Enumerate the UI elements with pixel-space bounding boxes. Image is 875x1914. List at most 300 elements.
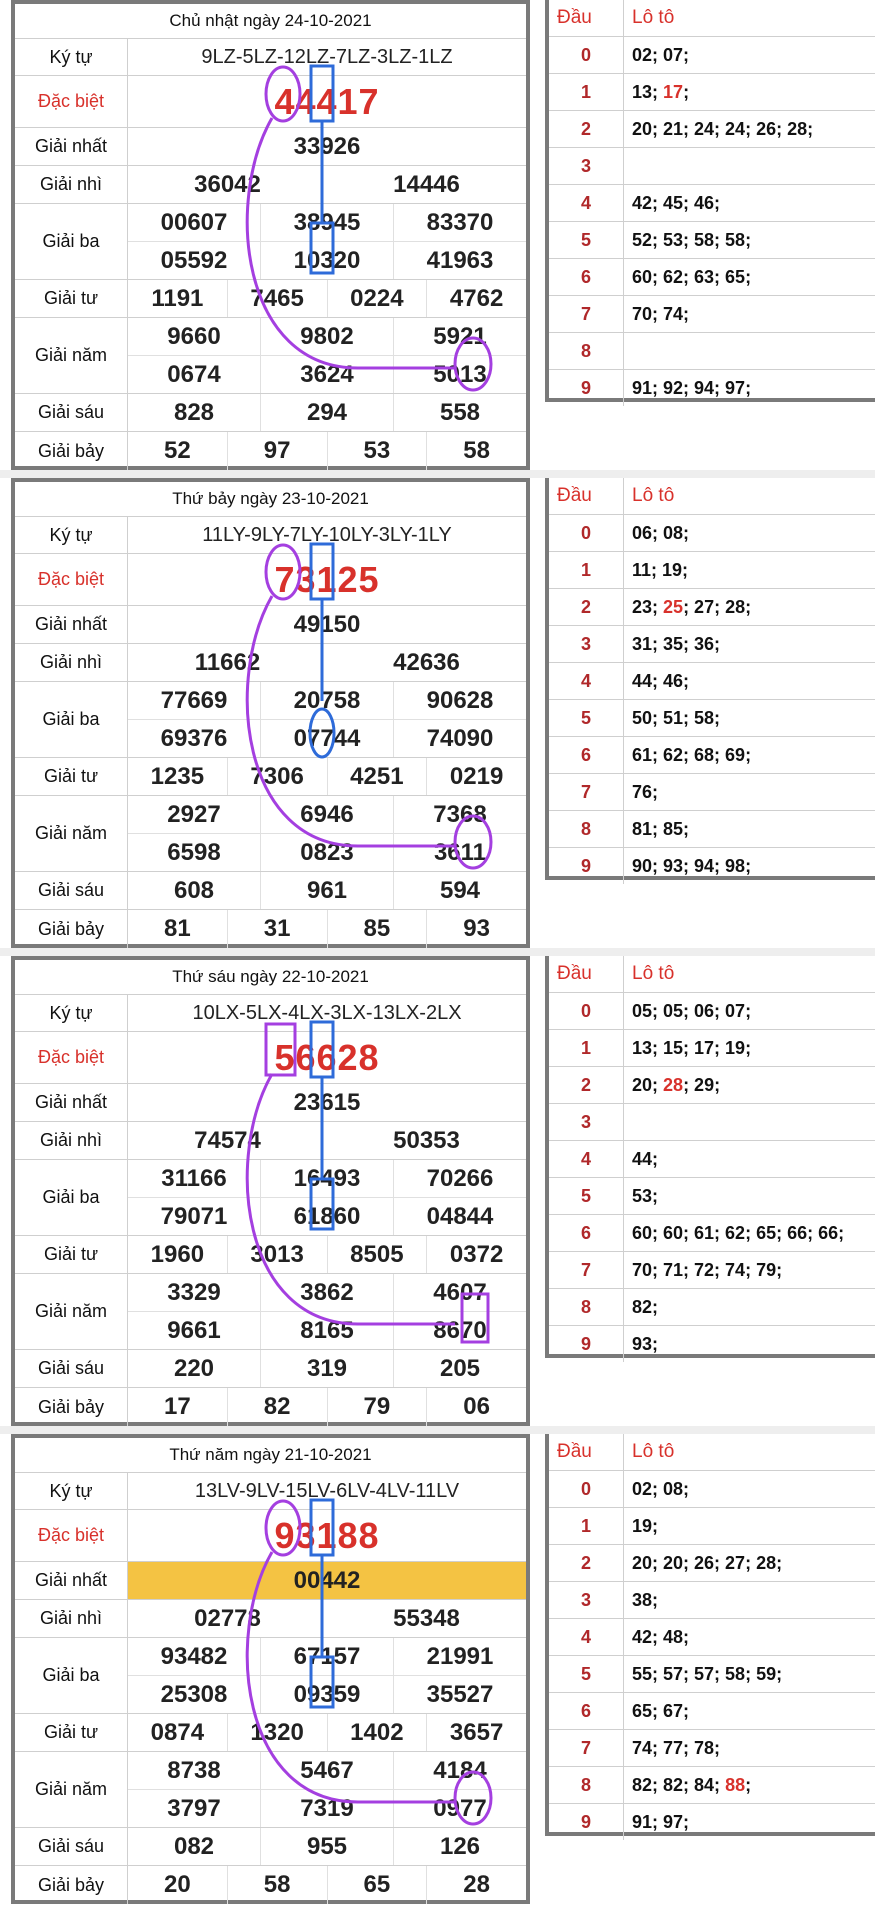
giai-sau-cells: [128, 1828, 526, 1865]
giai-nhi-cells: [128, 166, 526, 203]
loto-text: 20; 21; 24; 24; 26; 28;: [632, 119, 814, 139]
loto-values: [623, 1104, 875, 1140]
loto-row: [549, 1619, 875, 1656]
loto-row: [549, 148, 875, 185]
loto-row: [549, 774, 875, 811]
sixth-prize-number: 955: [260, 1828, 393, 1865]
seventh-prize-number: 79: [327, 1388, 427, 1426]
loto-values: [623, 1730, 875, 1766]
dau-digit: 6: [580, 267, 591, 287]
results-table: [11, 1434, 530, 1904]
fourth-prize-number: 1320: [227, 1714, 327, 1751]
first-prize-number: 33926: [293, 132, 361, 160]
fifth-prize-number: 3329: [167, 1278, 221, 1306]
giai-ba-cells: [128, 682, 526, 757]
ky-tu-value: 11LY-9LY-7LY-10LY-3LY-1LY: [202, 523, 452, 546]
loto-values: [623, 1067, 875, 1103]
seventh-prize-number: 20: [164, 1871, 191, 1898]
loto-row: [549, 1067, 875, 1104]
seventh-prize-number-line: [128, 910, 526, 948]
giai-sau-row: [15, 394, 526, 432]
dau-digit: 0: [580, 523, 591, 543]
loto-header: [549, 1434, 875, 1471]
loto-row: [549, 737, 875, 774]
loto-text: 02; 08;: [632, 1479, 690, 1499]
loto-text: 65; 67;: [632, 1701, 690, 1721]
seventh-prize-number: 58: [227, 1866, 327, 1904]
loto-highlight: 17: [663, 82, 684, 102]
dau-digit: 9: [580, 1812, 591, 1832]
giai-tu-row: [15, 280, 526, 318]
loto-values: [623, 848, 875, 884]
section-separator: [0, 948, 875, 956]
giai-ba-row: [15, 1160, 526, 1236]
fifth-prize-number: 5921: [393, 318, 526, 355]
loto-text: 53;: [632, 1186, 659, 1206]
dac-biet-cells: [128, 1510, 526, 1561]
loto-text: ;: [683, 82, 690, 102]
fifth-prize-number: 8165: [260, 1312, 393, 1349]
dau-digit: 2: [580, 597, 591, 617]
loto-row: [549, 1471, 875, 1508]
third-prize-number: 67157: [260, 1638, 393, 1675]
giai-sau-cells: [128, 872, 526, 909]
loto-text: 44; 46;: [632, 671, 690, 691]
fifth-prize-number: 5467: [260, 1752, 393, 1789]
seventh-prize-number: 53: [327, 432, 427, 470]
fifth-prize-number: 9661: [167, 1316, 221, 1344]
loto-values: [623, 1471, 875, 1507]
sixth-prize-number: 126: [393, 1828, 526, 1865]
giai-sau-row: [15, 1350, 526, 1388]
giai-nam-row: [15, 796, 526, 872]
dac-biet-row: [15, 1032, 526, 1084]
dau-digit: 1: [580, 1038, 591, 1058]
loto-row: [549, 589, 875, 626]
loto-values: [623, 1030, 875, 1066]
ky-tu-row: [15, 39, 526, 76]
dau-digit: 5: [580, 1186, 591, 1206]
giai-tu-row: [15, 1714, 526, 1752]
loto-text: 50; 51; 58;: [632, 708, 721, 728]
third-prize-number: 00607: [160, 208, 228, 236]
loto-values: [623, 1693, 875, 1729]
sixth-prize-number: 594: [393, 872, 526, 909]
sixth-prize-number: 220: [173, 1354, 215, 1382]
giai-nam-cells: [128, 1274, 526, 1349]
third-prize-number: 16493: [260, 1160, 393, 1197]
section-separator: [0, 470, 875, 478]
dau-digit: 9: [580, 378, 591, 398]
loto-text: 81; 85;: [632, 819, 690, 839]
loto-text: 70; 74;: [632, 304, 690, 324]
loto-row: [549, 552, 875, 589]
dau-digit: 1: [580, 560, 591, 580]
fifth-prize-number-line: [128, 796, 526, 833]
second-prize-number: 50353: [393, 1126, 460, 1154]
draw-block: [0, 0, 875, 478]
dac-biet-cells: [128, 1032, 526, 1083]
giai-ba-row: [15, 1638, 526, 1714]
dau-digit: 3: [580, 1112, 591, 1132]
dau-digit: 6: [580, 1701, 591, 1721]
third-prize-number: 09359: [260, 1676, 393, 1713]
fifth-prize-number: 0977: [393, 1790, 526, 1827]
dau-digit: 3: [580, 156, 591, 176]
dau-digit: 8: [580, 1297, 591, 1317]
ky-tu-cells: [128, 517, 526, 553]
second-prize-number: 14446: [393, 170, 460, 198]
loto-row: [549, 370, 875, 406]
giai-nhi-label: Giải nhì: [15, 166, 128, 203]
fifth-prize-number-line: [128, 833, 526, 871]
loto-values: [623, 296, 875, 332]
loto-text: 20;: [632, 1075, 664, 1095]
fourth-prize-number: 0224: [327, 280, 427, 317]
third-prize-number: 07744: [260, 720, 393, 757]
loto-values: [623, 222, 875, 258]
giai-tu-cells: [128, 758, 526, 795]
loto-values: [623, 700, 875, 736]
loto-values: [623, 663, 875, 699]
loto-values: [623, 774, 875, 810]
loto-values: [623, 74, 875, 110]
ky-tu-cells: [128, 995, 526, 1031]
dau-header: Đầu: [557, 7, 592, 28]
third-prize-number: 10320: [260, 242, 393, 279]
third-prize-number-line: [128, 1160, 526, 1197]
giai-sau-label: Giải sáu: [15, 1828, 128, 1865]
seventh-prize-number: 97: [227, 432, 327, 470]
fifth-prize-number: 4607: [393, 1274, 526, 1311]
loto-values: [623, 185, 875, 221]
second-prize-number: 74574: [194, 1126, 261, 1154]
loto-row: [549, 515, 875, 552]
giai-ba-label: Giải ba: [15, 682, 128, 757]
third-prize-number-line: [128, 1197, 526, 1235]
giai-nhi-label: Giải nhì: [15, 1600, 128, 1637]
ky-tu-label: Ký tự: [15, 995, 128, 1031]
loto-row: [549, 1289, 875, 1326]
giai-sau-label: Giải sáu: [15, 394, 128, 431]
special-prize-number-line: [128, 1032, 526, 1083]
giai-ba-row: [15, 204, 526, 280]
second-prize-number-line: [128, 644, 526, 681]
giai-ba-label: Giải ba: [15, 204, 128, 279]
loto-text: 13;: [632, 82, 664, 102]
loto-header: [549, 956, 875, 993]
giai-nhi-row: [15, 1600, 526, 1638]
loto-text: 55; 57; 57; 58; 59;: [632, 1664, 783, 1684]
giai-nhi-row: [15, 166, 526, 204]
first-prize-number-line: [128, 606, 526, 643]
dau-digit: 4: [580, 1627, 591, 1647]
seventh-prize-number: 85: [327, 910, 427, 948]
loto-text: 02; 07;: [632, 45, 690, 65]
third-prize-number-line: [128, 719, 526, 757]
results-table: [11, 956, 530, 1426]
loto-row: [549, 700, 875, 737]
loto-values: [623, 1656, 875, 1692]
ky-tu-value: 13LV-9LV-15LV-6LV-4LV-11LV: [194, 1479, 460, 1502]
giai-tu-label: Giải tư: [15, 1236, 128, 1273]
dau-digit: 6: [580, 1223, 591, 1243]
seventh-prize-number-line: [128, 1388, 526, 1426]
loto-row: [549, 663, 875, 700]
giai-nhat-row: [15, 1084, 526, 1122]
loto-values: [623, 515, 875, 551]
draw-block: [0, 1434, 875, 1912]
third-prize-number-line: [128, 1675, 526, 1713]
dau-digit: 8: [580, 819, 591, 839]
giai-tu-label: Giải tư: [15, 1714, 128, 1751]
dau-digit: 8: [580, 1775, 591, 1795]
loto-text: 82;: [632, 1297, 659, 1317]
giai-bay-cells: [128, 1388, 526, 1426]
loto-values: [623, 1326, 875, 1362]
second-prize-number-line: [128, 1600, 526, 1637]
loto-header: [549, 478, 875, 515]
special-prize-number-line: [128, 554, 526, 605]
giai-sau-label: Giải sáu: [15, 1350, 128, 1387]
dau-digit: 7: [580, 1260, 591, 1280]
loto-text: 90; 93; 94; 98;: [632, 856, 752, 876]
dac-biet-label: Đặc biệt: [15, 1510, 128, 1561]
dau-digit: 5: [580, 1664, 591, 1684]
ky-tu-cells: [128, 1473, 526, 1509]
giai-nam-label: Giải năm: [15, 318, 128, 393]
fifth-prize-number: 8738: [167, 1756, 221, 1784]
giai-sau-cells: [128, 394, 526, 431]
loto-row: [549, 1730, 875, 1767]
loto-row: [549, 1215, 875, 1252]
section-separator: [0, 1426, 875, 1434]
dau-digit: 4: [580, 671, 591, 691]
sixth-prize-number: 082: [173, 1832, 215, 1860]
seventh-prize-number: 82: [227, 1388, 327, 1426]
dac-biet-row: [15, 76, 526, 128]
sixth-prize-number: 558: [393, 394, 526, 431]
third-prize-number: 83370: [393, 204, 526, 241]
giai-nam-row: [15, 318, 526, 394]
giai-nhat-cells: [128, 606, 526, 643]
fourth-prize-number: 4762: [426, 280, 526, 317]
first-prize-number: 49150: [293, 610, 361, 638]
fifth-prize-number: 4184: [393, 1752, 526, 1789]
loto-text: 06; 08;: [632, 523, 690, 543]
giai-sau-label: Giải sáu: [15, 872, 128, 909]
dau-digit: 5: [580, 708, 591, 728]
loto-text: 76;: [632, 782, 659, 802]
sixth-prize-number: 319: [260, 1350, 393, 1387]
loto-row: [549, 74, 875, 111]
giai-tu-cells: [128, 1236, 526, 1273]
ky-tu-label: Ký tự: [15, 39, 128, 75]
seventh-prize-number-line: [128, 432, 526, 470]
third-prize-number: 79071: [160, 1202, 228, 1230]
fifth-prize-number: 6598: [167, 838, 221, 866]
dau-header: Đầu: [557, 485, 592, 506]
loto-row: [549, 37, 875, 74]
loto-text: 52; 53; 58; 58;: [632, 230, 752, 250]
loto-row: [549, 1804, 875, 1840]
third-prize-number: 25308: [160, 1680, 228, 1708]
ky-tu-value-line: [128, 1473, 526, 1509]
special-prize-number: 56628: [274, 1036, 380, 1078]
loto-row: [549, 1582, 875, 1619]
loto-values: [623, 1767, 875, 1803]
dau-digit: 4: [580, 1149, 591, 1169]
giai-bay-cells: [128, 1866, 526, 1904]
third-prize-number-line: [128, 1638, 526, 1675]
dau-digit: 7: [580, 1738, 591, 1758]
loto-text: ; 29;: [683, 1075, 721, 1095]
loto-text: 20; 20; 26; 27; 28;: [632, 1553, 783, 1573]
loto-text: 13; 15; 17; 19;: [632, 1038, 752, 1058]
third-prize-number-line: [128, 241, 526, 279]
third-prize-number: 41963: [393, 242, 526, 279]
dau-digit: 0: [580, 45, 591, 65]
loto-text: 74; 77; 78;: [632, 1738, 721, 1758]
results-table: [11, 478, 530, 948]
ky-tu-label: Ký tự: [15, 517, 128, 553]
dau-digit: 0: [580, 1479, 591, 1499]
giai-tu-cells: [128, 1714, 526, 1751]
fourth-prize-number-line: [128, 1714, 526, 1751]
loto-values: [623, 259, 875, 295]
loto-row: [549, 1141, 875, 1178]
dau-digit: 2: [580, 1553, 591, 1573]
fourth-prize-number: 0372: [426, 1236, 526, 1273]
first-prize-number-line: [128, 128, 526, 165]
draw-date-title: Thứ sáu ngày 22-10-2021: [15, 960, 526, 995]
special-prize-number-line: [128, 1510, 526, 1561]
giai-nhat-label: Giải nhất: [15, 1084, 128, 1121]
giai-ba-cells: [128, 1638, 526, 1713]
fourth-prize-number-line: [128, 758, 526, 795]
fourth-prize-number: 3657: [426, 1714, 526, 1751]
dau-digit: 5: [580, 230, 591, 250]
loto-values: [623, 370, 875, 406]
loto-header: [549, 0, 875, 37]
sixth-prize-number-line: [128, 1350, 526, 1387]
dac-biet-row: [15, 554, 526, 606]
loto-highlight: 28: [663, 1075, 684, 1095]
fourth-prize-number: 1960: [150, 1240, 205, 1268]
third-prize-number-line: [128, 682, 526, 719]
second-prize-number: 02778: [194, 1604, 261, 1632]
loto-text: 42; 45; 46;: [632, 193, 721, 213]
seventh-prize-number: 06: [426, 1388, 526, 1426]
giai-nam-cells: [128, 796, 526, 871]
fourth-prize-number: 4251: [327, 758, 427, 795]
giai-tu-cells: [128, 280, 526, 317]
giai-nhat-cells: [128, 1562, 526, 1599]
loto-header-label: Lô tô: [623, 1434, 875, 1470]
loto-text: 60; 62; 63; 65;: [632, 267, 752, 287]
dau-digit: 1: [580, 1516, 591, 1536]
dau-digit: 6: [580, 745, 591, 765]
first-prize-number: 00442: [293, 1566, 361, 1594]
loto-values: [623, 589, 875, 625]
giai-nam-label: Giải năm: [15, 1752, 128, 1827]
giai-nhat-row: [15, 128, 526, 166]
seventh-prize-number: 28: [426, 1866, 526, 1904]
third-prize-number: 61860: [260, 1198, 393, 1235]
loto-values: [623, 37, 875, 73]
sixth-prize-number: 828: [173, 398, 215, 426]
loto-row: [549, 993, 875, 1030]
loto-table: [545, 478, 875, 880]
sixth-prize-number-line: [128, 394, 526, 431]
loto-values: [623, 1508, 875, 1544]
third-prize-number: 90628: [393, 682, 526, 719]
giai-nhi-cells: [128, 1600, 526, 1637]
third-prize-number: 70266: [393, 1160, 526, 1197]
fourth-prize-number: 1191: [151, 284, 204, 312]
giai-nam-row: [15, 1752, 526, 1828]
dau-header: Đầu: [557, 1441, 592, 1462]
loto-row: [549, 333, 875, 370]
draw-date-title: Thứ bảy ngày 23-10-2021: [15, 482, 526, 517]
loto-text: ; 27; 28;: [683, 597, 752, 617]
third-prize-number: 20758: [260, 682, 393, 719]
dau-digit: 7: [580, 782, 591, 802]
giai-tu-row: [15, 1236, 526, 1274]
loto-values: [623, 111, 875, 147]
ky-tu-value-line: [128, 517, 526, 553]
giai-nhat-label: Giải nhất: [15, 606, 128, 643]
giai-bay-label: Giải bảy: [15, 432, 128, 470]
seventh-prize-number: 31: [227, 910, 327, 948]
loto-text: 91; 92; 94; 97;: [632, 378, 752, 398]
fourth-prize-number: 0219: [426, 758, 526, 795]
loto-text: 93;: [632, 1334, 659, 1354]
giai-sau-cells: [128, 1350, 526, 1387]
giai-sau-row: [15, 1828, 526, 1866]
loto-row: [549, 259, 875, 296]
loto-text: 38;: [632, 1590, 659, 1610]
loto-text: 44;: [632, 1149, 659, 1169]
sixth-prize-number: 608: [173, 876, 215, 904]
fifth-prize-number: 0674: [167, 360, 221, 388]
fifth-prize-number: 0823: [260, 834, 393, 871]
loto-values: [623, 1804, 875, 1840]
ky-tu-row: [15, 995, 526, 1032]
loto-row: [549, 1030, 875, 1067]
giai-nam-row: [15, 1274, 526, 1350]
giai-ba-label: Giải ba: [15, 1160, 128, 1235]
second-prize-number: 36042: [194, 170, 261, 198]
dau-digit: 9: [580, 1334, 591, 1354]
seventh-prize-number: 58: [426, 432, 526, 470]
loto-row: [549, 848, 875, 884]
loto-values: [623, 993, 875, 1029]
first-prize-number-line: [128, 1562, 526, 1599]
draw-date-title: Chủ nhật ngày 24-10-2021: [15, 4, 526, 39]
giai-bay-label: Giải bảy: [15, 1388, 128, 1426]
seventh-prize-number-line: [128, 1866, 526, 1904]
giai-sau-row: [15, 872, 526, 910]
fifth-prize-number: 5013: [393, 356, 526, 393]
ky-tu-row: [15, 1473, 526, 1510]
fourth-prize-number-line: [128, 280, 526, 317]
sixth-prize-number-line: [128, 872, 526, 909]
giai-nhat-cells: [128, 128, 526, 165]
fifth-prize-number-line: [128, 1789, 526, 1827]
fifth-prize-number: 3797: [167, 1794, 221, 1822]
loto-values: [623, 737, 875, 773]
